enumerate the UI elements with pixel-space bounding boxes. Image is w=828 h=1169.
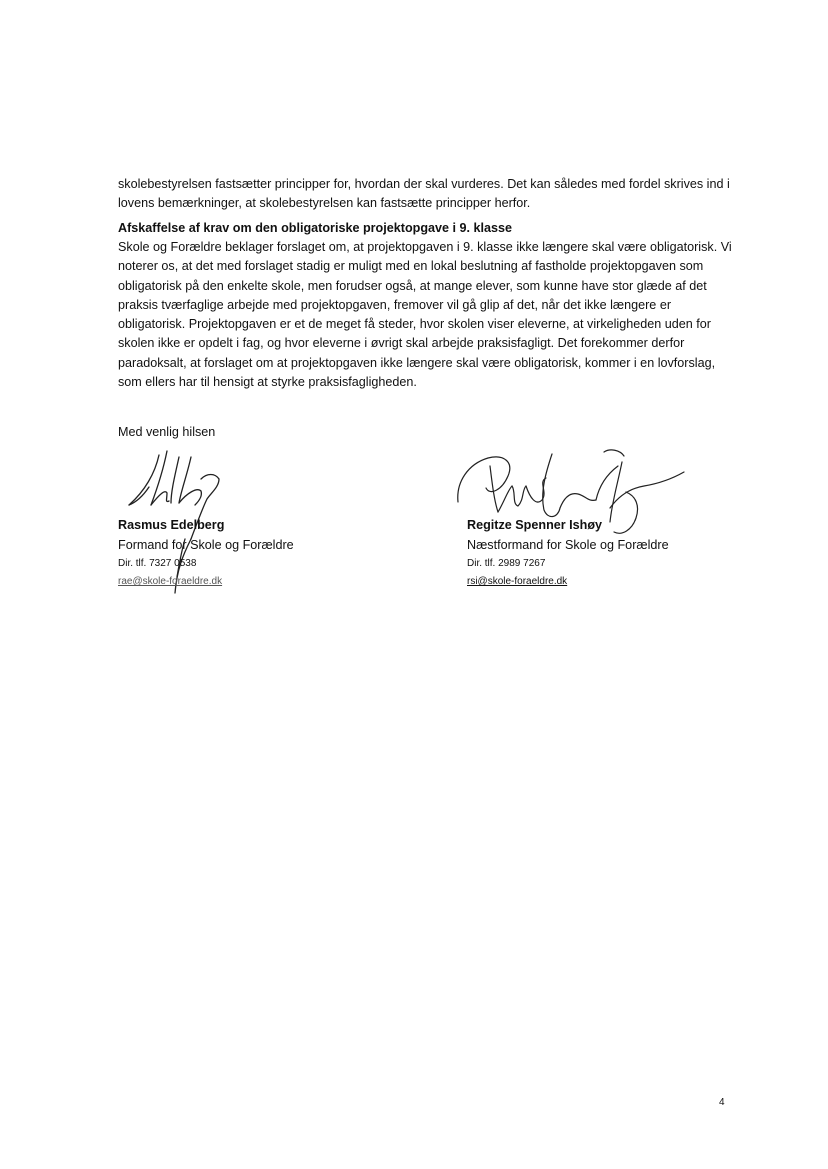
signatory-phone: Dir. tlf. 7327 0538	[118, 558, 197, 569]
signatory-email-link[interactable]: rsi@skole-foraeldre.dk	[467, 576, 568, 587]
signatory-role: Formand for Skole og Forældre	[118, 538, 294, 552]
page-number: 4	[719, 1097, 725, 1108]
signatory-email-link[interactable]: rae@skole-foraeldre.dk	[118, 576, 223, 587]
signatory-role: Næstformand for Skole og Forældre	[467, 538, 669, 552]
signatory-name: Rasmus Edelberg	[118, 518, 225, 532]
signatory-name: Regitze Spenner Ishøy	[467, 518, 603, 532]
closing-salutation: Med venlig hilsen	[118, 425, 216, 439]
section-heading: Afskaffelse af krav om den obligatoriske projektopgave i 9. klasse	[118, 221, 513, 235]
paragraph-intro: skolebestyrelsen fastsætter principper for, hvordan der skal vurderes. Det kan således med fordel skrives ind i lovens bemærkninger, at skolebestyrelsen kan fastsætte principper herfor.	[118, 177, 730, 211]
signatory-block-right	[467, 516, 767, 591]
signatory-block-left	[118, 516, 418, 591]
signatory-phone: Dir. tlf. 2989 7267	[467, 558, 546, 569]
paragraph-body: Skole og Forældre beklager forslaget om, at projektopgaven i 9. klasse ikke længere skal være obligatorisk. Vi noterer os, at det med forslaget stadig er muligt med en lokal beslutning af fastholde projektopgaven som obligatorisk på den enkelte skole, men forudser også, at mange elever, som kunne have stor glæde af det praksis tværfaglige arbejde med projektopgaven, fremover vil gå glip af det, når det ikke længere er obligatorisk. Projektopgaven er et de meget få steder, hvor skolen viser eleverne, at virkeligheden uden for skolen ikke er opdelt i fag, og hvor eleverne i øvrigt skal arbejde praksisfagligt. Det forekommer derfor paradoksalt, at forslaget om at projektopgaven ikke længere skal være obligatorisk, kommer i en lovforslag, som ellers har til hensigt at styrke praksisfagligheden.	[118, 240, 732, 390]
